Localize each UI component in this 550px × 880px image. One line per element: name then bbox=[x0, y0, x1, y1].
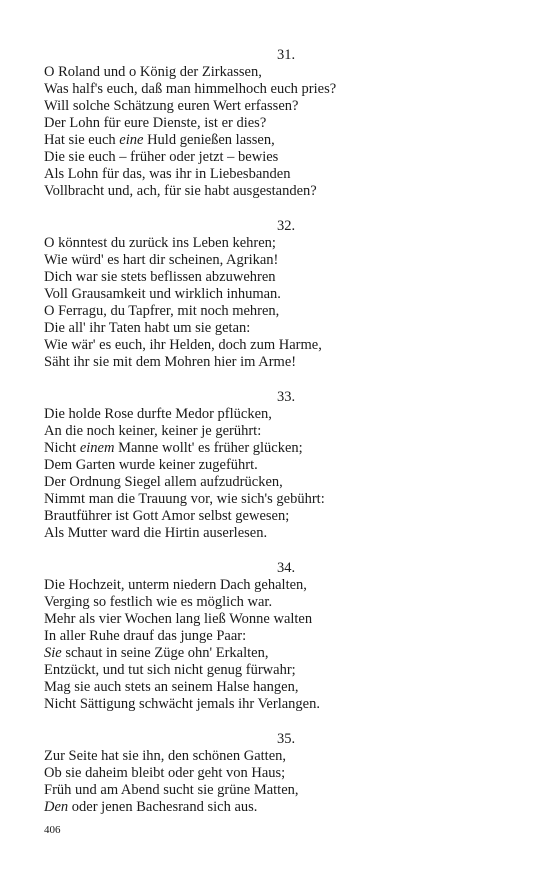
verse-line bbox=[44, 115, 514, 132]
line-text: oder jenen Bachesrand sich aus. bbox=[68, 799, 258, 815]
verse-line bbox=[44, 423, 514, 440]
verse-line bbox=[44, 782, 514, 799]
line-text: Manne wollt' es früher glücken; bbox=[114, 440, 303, 456]
line-text: Voll Grausamkeit und wirklich inhuman. bbox=[44, 286, 281, 302]
verse-line bbox=[44, 286, 514, 303]
stanza bbox=[44, 47, 514, 200]
line-text: Nicht bbox=[44, 440, 80, 456]
line-text: Zur Seite hat sie ihn, den schönen Gatten, bbox=[44, 748, 287, 764]
line-text: Hat sie euch bbox=[44, 132, 120, 148]
line-text: Ob sie daheim bleibt oder geht von Haus; bbox=[44, 765, 286, 781]
line-text: Nimmt man die Trauung vor, wie sich's gebührt: bbox=[44, 491, 325, 507]
verse-line bbox=[44, 491, 514, 508]
verse-line bbox=[44, 235, 514, 252]
verse-line bbox=[44, 577, 514, 594]
verse-line bbox=[44, 611, 514, 628]
verse-line bbox=[44, 765, 514, 782]
line-text: In aller Ruhe drauf das junge Paar: bbox=[44, 628, 247, 644]
line-text: Dem Garten wurde keiner zugeführt. bbox=[44, 457, 258, 473]
line-text: O könntest du zurück ins Leben kehren; bbox=[44, 235, 276, 251]
line-text: Huld genießen lassen, bbox=[143, 132, 275, 148]
verse-line bbox=[44, 132, 514, 149]
stanza bbox=[44, 389, 514, 542]
stanza-number: 34. bbox=[276, 560, 296, 576]
emphasis-text: Sie bbox=[44, 645, 62, 661]
line-text: Der Ordnung Siegel allem aufzudrücken, bbox=[44, 474, 283, 490]
line-text: Die holde Rose durfte Medor pflücken, bbox=[44, 406, 272, 422]
stanza bbox=[44, 218, 514, 371]
verse-line bbox=[44, 354, 514, 371]
verse-line bbox=[44, 748, 514, 765]
verse-line bbox=[44, 799, 514, 816]
line-text: schaut in seine Züge ohn' Erkalten, bbox=[61, 645, 269, 661]
line-text: Dich war sie stets beflissen abzuwehren bbox=[44, 269, 276, 285]
stanza bbox=[44, 731, 514, 816]
verse-line bbox=[44, 594, 514, 611]
verse-line bbox=[44, 81, 514, 98]
poem-page bbox=[44, 47, 514, 834]
verse-line bbox=[44, 508, 514, 525]
stanza bbox=[44, 560, 514, 713]
verse-line bbox=[44, 166, 514, 183]
verse-line bbox=[44, 337, 514, 354]
line-text: Brautführer ist Gott Amor selbst gewesen; bbox=[44, 508, 290, 524]
line-text: O Roland und o König der Zirkassen, bbox=[44, 64, 262, 80]
line-text: Was half's euch, daß man himmelhoch euch pries? bbox=[44, 81, 337, 97]
verse-line bbox=[44, 662, 514, 679]
verse-line bbox=[44, 98, 514, 115]
verse-line bbox=[44, 696, 514, 713]
line-text: An die noch keiner, keiner je gerührt: bbox=[44, 423, 262, 439]
line-text: Mag sie auch stets an seinem Halse hangen, bbox=[44, 679, 299, 695]
line-text: Als Lohn für das, was ihr in Liebesbanden bbox=[44, 166, 291, 182]
emphasis-text: einem bbox=[79, 440, 115, 456]
line-text: Die all' ihr Taten habt um sie getan: bbox=[44, 320, 251, 336]
verse-line bbox=[44, 320, 514, 337]
line-text: Die Hochzeit, unterm niedern Dach gehalten, bbox=[44, 577, 307, 593]
emphasis-text: Den bbox=[44, 799, 69, 815]
verse-line bbox=[44, 474, 514, 491]
emphasis-text: eine bbox=[119, 132, 144, 148]
verse-line bbox=[44, 525, 514, 542]
line-text: Die sie euch – früher oder jetzt – bewies bbox=[44, 149, 279, 165]
verse-line bbox=[44, 440, 514, 457]
page-number: 406 bbox=[44, 824, 61, 836]
line-text: Vollbracht und, ach, für sie habt ausgestanden? bbox=[44, 183, 317, 199]
line-text: Der Lohn für eure Dienste, ist er dies? bbox=[44, 115, 267, 131]
line-text: Als Mutter ward die Hirtin auserlesen. bbox=[44, 525, 268, 541]
line-text: Verging so festlich wie es möglich war. bbox=[44, 594, 273, 610]
line-text: Säht ihr sie mit dem Mohren hier im Arme! bbox=[44, 354, 297, 370]
line-text: Wie wär' es euch, ihr Helden, doch zum Harme, bbox=[44, 337, 322, 353]
verse-line bbox=[44, 628, 514, 645]
stanza-number: 32. bbox=[276, 218, 296, 234]
verse-line bbox=[44, 303, 514, 320]
verse-line bbox=[44, 679, 514, 696]
stanza-number: 35. bbox=[276, 731, 296, 747]
stanza-number: 31. bbox=[276, 47, 296, 63]
verse-line bbox=[44, 149, 514, 166]
verse-line bbox=[44, 645, 514, 662]
line-text: Will solche Schätzung euren Wert erfassen? bbox=[44, 98, 299, 114]
line-text: Früh und am Abend sucht sie grüne Matten, bbox=[44, 782, 299, 798]
verse-line bbox=[44, 64, 514, 81]
verse-line bbox=[44, 457, 514, 474]
verse-line bbox=[44, 183, 514, 200]
verse-line bbox=[44, 269, 514, 286]
line-text: Nicht Sättigung schwächt jemals ihr Verlangen. bbox=[44, 696, 320, 712]
line-text: O Ferragu, du Tapfrer, mit noch mehren, bbox=[44, 303, 280, 319]
stanza-number: 33. bbox=[276, 389, 296, 405]
verse-line bbox=[44, 406, 514, 423]
line-text: Mehr als vier Wochen lang ließ Wonne walten bbox=[44, 611, 313, 627]
verse-line bbox=[44, 252, 514, 269]
line-text: Wie würd' es hart dir scheinen, Agrikan! bbox=[44, 252, 279, 268]
line-text: Entzückt, und tut sich nicht genug fürwahr; bbox=[44, 662, 296, 678]
